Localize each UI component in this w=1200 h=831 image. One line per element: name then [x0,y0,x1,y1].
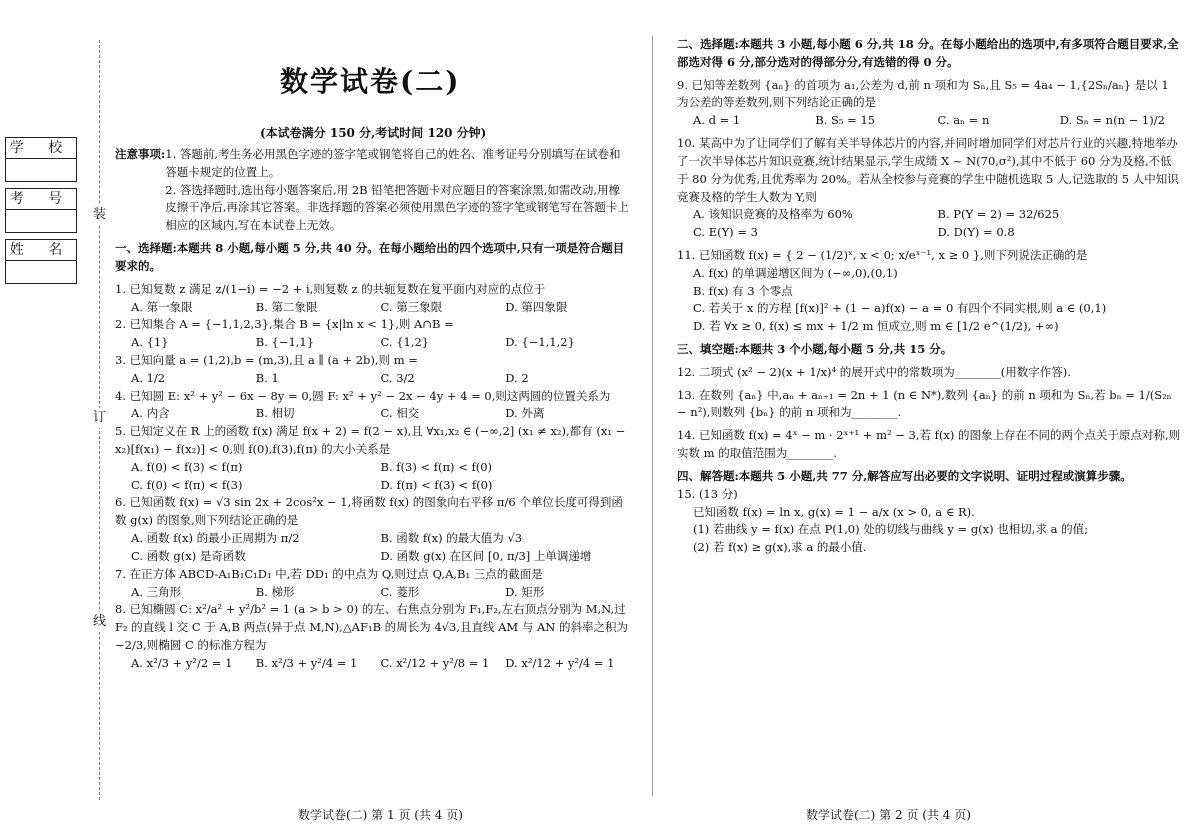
q11-option-a: A. f(x) 的单调递增区间为 (−∞,0),(0,1) [693,265,898,280]
school-field[interactable] [6,159,76,181]
q3-option-a: A. 1/2 [131,370,166,385]
q3-stem: 3. 已知向量 a = (1,2),b = (m,3),且 a ∥ (a + 2b),则 m = [115,352,418,367]
q1-option-c: C. 第三象限 [380,299,443,314]
q9-option-b: B. S₅ = 15 [815,113,876,128]
q6-option-d: D. 函数 g(x) 在区间 [0, π/3] 上单调递增 [380,548,592,563]
q2-option-d: D. {−1,1,2} [505,335,575,350]
school-label: 学 校 [6,138,76,159]
q10-stem: 10. 某高中为了让同学们了解有关半导体芯片的内容,并同时增加同学们对芯片行业的兴趣,特地举办了一次半导体芯片知识竞赛,统计结果显示,学生成绩 X ~ N(70,σ²),其中不低于 60 分为及格,不低于 80 分为优秀,且优秀率为 20%。若从全校参与竞赛的学生中随机选取 5 人,记选取的 5 人中知识竞赛及格的学生人数为 Y,则 [677,136,1179,204]
q10-option-a: A. 该知识竞赛的及格率为 60% [693,207,853,222]
q9-stem: 9. 已知等差数列 {aₙ} 的首项为 a₁,公差为 d,前 n 项和为 Sₙ,且 S₅ = 4a₄ − 1,{2Sₙ/aₙ} 是以 1 为公差的等差数列,则下列结论正确的是 [677,77,1169,110]
q2-option-c: C. {1,2} [380,335,430,350]
q2-option-a: A. {1} [131,335,169,350]
q10-option-c: C. E(Y) = 3 [693,225,758,240]
q11-stem: 11. 已知函数 f(x) = { 2 − (1/2)ˣ, x < 0; x/eˣ⁻¹, x ≥ 0 },则下列说法正确的是 [677,247,1088,262]
name-label: 姓 名 [6,240,76,261]
q4-option-b: B. 相切 [255,406,295,421]
q2-option-b: B. {−1,1} [255,335,315,350]
question-5 [115,423,630,494]
q9-option-a: A. d = 1 [693,113,741,128]
column-divider [652,36,653,796]
q4-stem: 4. 已知圆 E: x² + y² − 6x − 8y = 0,圆 F: x² + y² − 2x − 4y + 4 = 0,则这两圆的位置关系为 [115,388,611,403]
q3-option-c: C. 3/2 [380,370,415,385]
q7-option-b: B. 梯形 [255,584,295,599]
q4-option-a: A. 内含 [131,406,170,421]
binding-zhuang: 装 [93,205,106,225]
q8-option-b: B. x²/3 + y²/4 = 1 [255,655,358,670]
q8-option-d: D. x²/12 + y²/4 = 1 [505,655,615,670]
number-field[interactable] [6,210,76,232]
q7-stem: 7. 在正方体 ABCD-A₁B₁C₁D₁ 中,若 DD₁ 的中点为 Q,则过点 Q,A,B₁ 三点的截面是 [115,566,543,581]
question-11 [677,247,1182,336]
q5-stem: 5. 已知定义在 R 上的函数 f(x) 满足 f(x + 2) = f(2 − x),且 ∀x₁,x₂ ∈ (−∞,2] (x₁ ≠ x₂),都有 (x₁ − x₂)[f(x₁) − f(x₂)] < 0,则 f(0),f(3),f(π) 的大小关系是 [115,424,626,456]
notice [115,146,630,235]
question-8 [115,601,630,672]
question-3 [115,352,630,388]
question-10 [677,135,1182,242]
q9-option-d: D. Sₙ = n(n − 1)/2 [1059,113,1165,128]
notice-2: 2. 答选择题时,选出每小题答案后,用 2B 铅笔把答题卡对应题目的答案涂黑,如需改动,用橡皮擦干净后,再涂其它答案。非选择题的答案必须使用黑色字迹的签字笔或钢笔写在答题卡上相应的区域内,写在本试卷上无效。 [165,182,629,233]
question-1 [115,281,630,317]
q15-stem: 已知函数 f(x) = ln x, g(x) = 1 − a/x (x > 0, a ∈ R). [693,504,975,519]
q6-option-a: A. 函数 f(x) 的最小正周期为 π/2 [131,531,300,546]
q5-option-a: A. f(0) < f(3) < f(π) [131,459,243,474]
question-6 [115,494,630,565]
footer-left: 数学试卷(二) 第 1 页 (共 4 页) [298,808,463,822]
q3-option-d: D. 2 [505,370,529,385]
number-box [5,188,77,233]
question-9 [677,77,1182,130]
q6-option-b: B. 函数 f(x) 的最大值为 √3 [380,531,523,546]
q15-part-2: (2) 若 f(x) ≥ g(x),求 a 的最小值. [693,540,867,555]
q11-option-b: B. f(x) 有 3 个零点 [693,283,793,298]
section-2-header: 二、选择题:本题共 3 小题,每小题 6 分,共 18 分。在每小题给出的选项中,有多项符合题目要求,全部选对得 6 分,部分选对的得部分分,有选错的得 0 分。 [677,37,1179,69]
question-2 [115,316,630,352]
question-4 [115,388,630,424]
q7-option-a: A. 三角形 [131,584,182,599]
binding-ding: 订 [93,408,106,428]
q3-option-b: B. 1 [255,370,279,385]
question-7 [115,566,630,602]
q7-option-c: C. 菱形 [380,584,420,599]
notice-1: 1. 答题前,考生务必用黑色字迹的签字笔或钢笔将自己的姓名、准考证号分别填写在试卷和答题卡规定的位置上。 [165,147,621,179]
q15-part-1: (1) 若曲线 y = f(x) 在点 P(1,0) 处的切线与曲线 y = g(x) 也相切,求 a 的值; [693,522,1088,537]
q6-stem: 6. 已知函数 f(x) = √3 sin 2x + 2cos²x − 1,将函数 f(x) 的图象向右平移 π/6 个单位长度可得到函数 g(x) 的图象,则下列结论正确的是 [115,495,623,528]
binding-xian: 线 [93,612,106,632]
q11-option-c: C. 若关于 x 的方程 [f(x)]² + (1 − a)f(x) − a = 0 有四个不同实根,则 a ∈ (0,1) [693,301,1107,316]
question-15 [677,486,1182,557]
notice-label: 注意事项: [115,147,166,161]
q8-stem: 8. 已知椭圆 C: x²/a² + y²/b² = 1 (a > b > 0) 的左、右焦点分别为 F₁,F₂,左右顶点分别为 M,N,过 F₂ 的直线 l 交 C 于 A,B 两点(异于点 M,N),△AF₁B 的周长为 4√3,且直线 AM 与 AN 的斜率之积为 −2/3,则椭圆 C 的标准方程为 [115,602,629,652]
q5-option-d: D. f(π) < f(3) < f(0) [380,477,493,492]
question-14: 14. 已知函数 f(x) = 4ˣ − m · 2ˣ⁺¹ + m² − 3,若 f(x) 的图象上存在不同的两个点关于原点对称,则实数 m 的取值范围为________. [677,428,1181,461]
q8-option-c: C. x²/12 + y²/8 = 1 [380,655,490,670]
right-column [677,36,1182,557]
page-title: 数学试卷(二) [280,65,461,98]
q6-option-c: C. 函数 g(x) 是奇函数 [131,548,246,563]
number-label: 考 号 [6,189,76,210]
question-12: 12. 二项式 (x² − 2)(x + 1/x)⁴ 的展开式中的常数项为________(用数字作答). [677,364,1071,379]
q1-option-a: A. 第一象限 [131,299,193,314]
q4-option-d: D. 外离 [505,406,545,421]
q2-stem: 2. 已知集合 A = {−1,1,2,3},集合 B = {x|ln x < 1},则 A∩B = [115,317,454,332]
q4-option-c: C. 相交 [380,406,420,421]
q8-option-a: A. x²/3 + y²/2 = 1 [131,655,233,670]
question-13: 13. 在数列 {aₙ} 中,aₙ + aₙ₊₁ = 2n + 1 (n ∈ N*),数列 {aₙ} 的前 n 项和为 Sₙ,若 bₙ = 1/(S₂ₙ − n²),则数列 {bₙ} 的前 n 项和为________. [677,387,1172,420]
q15-head: 15. (13 分) [677,486,738,501]
q10-option-b: B. P(Y = 2) = 32/625 [937,207,1060,222]
q5-option-b: B. f(3) < f(π) < f(0) [380,459,493,474]
q11-option-d: D. 若 ∀x ≥ 0, f(x) ≤ mx + 1/2 m 恒成立,则 m ∈ [1/2 e^(1/2), +∞) [693,319,1059,334]
exam-subtitle: (本试卷满分 150 分,考试时间 120 分钟) [260,126,487,140]
name-field[interactable] [6,261,76,283]
name-box [5,239,77,284]
section-3-header: 三、填空题:本题共 3 个小题,每小题 5 分,共 15 分。 [677,342,953,356]
q1-stem: 1. 已知复数 z 满足 z/(1−i) = −2 + i,则复数 z 的共轭复数在复平面内对应的点位于 [115,281,546,296]
q7-option-d: D. 矩形 [505,584,545,599]
section-1-header: 一、选择题:本题共 8 小题,每小题 5 分,共 40 分。在每小题给出的四个选项中,只有一项是符合题目要求的。 [115,241,625,273]
q1-option-b: B. 第二象限 [255,299,318,314]
q5-option-c: C. f(0) < f(π) < f(3) [131,477,243,492]
q10-option-d: D. D(Y) = 0.8 [937,225,1015,240]
footer-right: 数学试卷(二) 第 2 页 (共 4 页) [806,808,971,822]
school-box [5,137,77,182]
q1-option-d: D. 第四象限 [505,299,568,314]
left-column [115,146,630,673]
section-4-header: 四、解答题:本题共 5 小题,共 77 分,解答应写出必要的文字说明、证明过程或演算步骤。 [677,468,1132,483]
q9-option-c: C. aₙ = n [937,113,990,128]
